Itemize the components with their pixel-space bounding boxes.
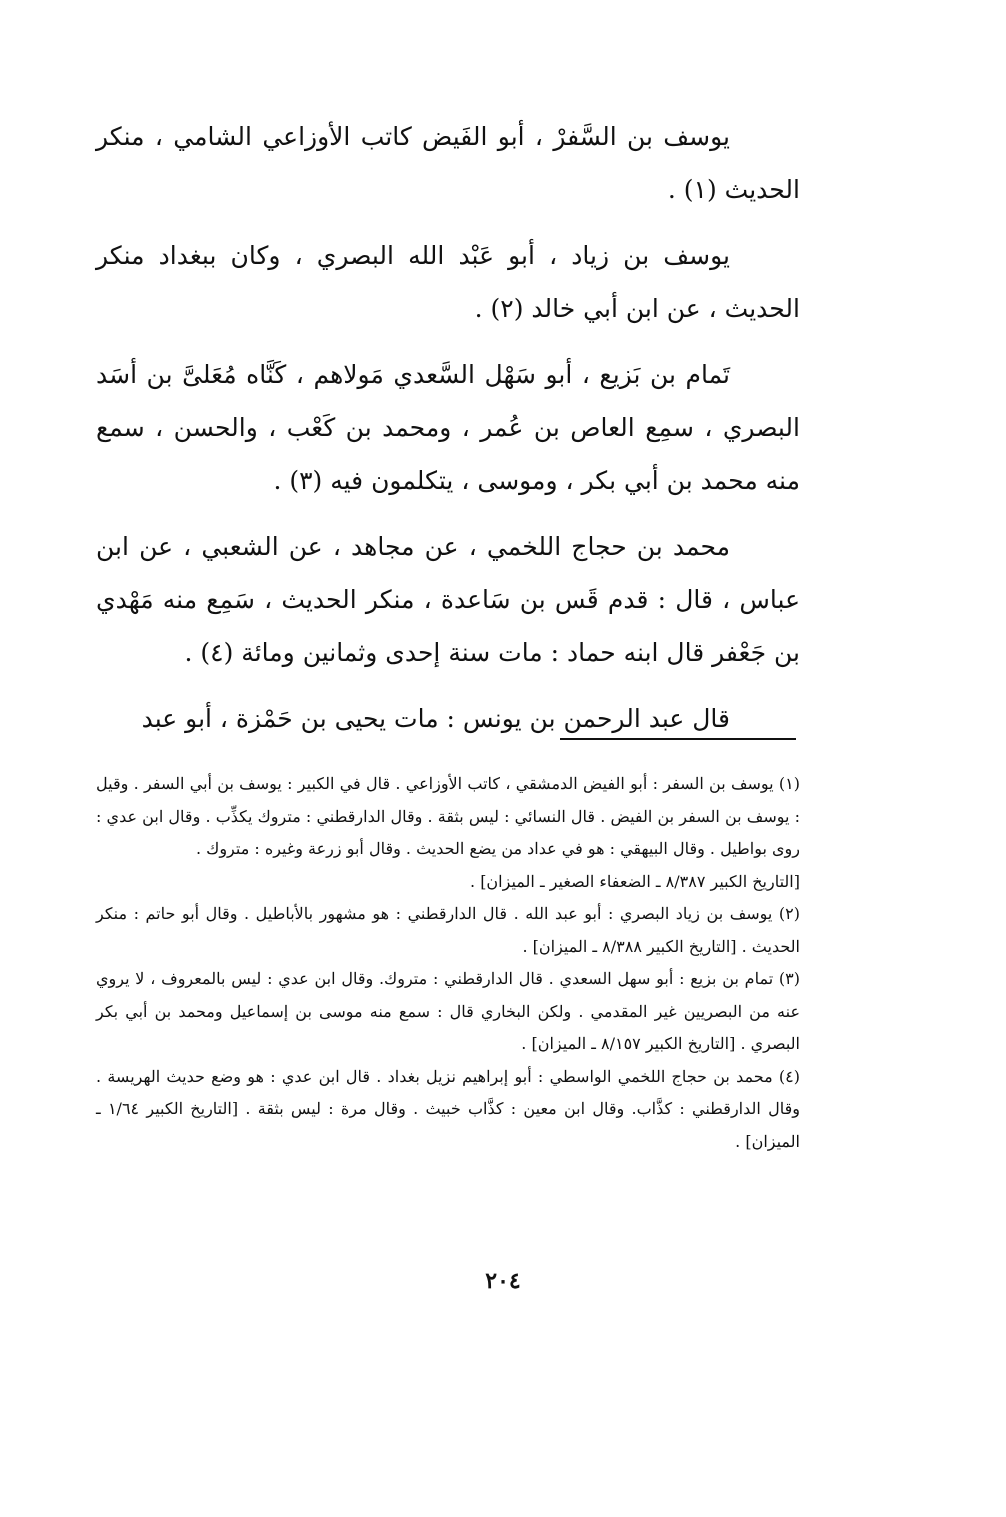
entry-abd-al-rahman-ibn-yunus: قال عبد الرحمن بن يونس : مات يحيى بن حَمْزة ، أبو عبد (141, 704, 730, 733)
footnote-3-ref: [التاريخ الكبير ٨/١٥٧ ـ الميزان] . (521, 1034, 736, 1053)
main-text (96, 110, 800, 758)
footnote-4-text: (٤) محمد بن حجاج اللخمي الواسطي : أبو إبراهيم نزيل بغداد . قال ابن عدي : هو وضع حديث الهريسة . وقال الدارقطني : كذَّاب. وقال ابن معين : كذَّاب خبيث . وقال مرة : ليس بثقة . (96, 1066, 800, 1118)
entry-yusuf-ibn-al-safr: يوسف بن السَّفرْ ، أبو الفَيض كاتب الأوزاعي الشامي ، منكر الحديث (١) . (96, 122, 800, 204)
footnotes (96, 768, 800, 1158)
entry-muhammad-ibn-hajjaj: محمد بن حجاج اللخمي ، عن مجاهد ، عن الشعبي ، عن ابن عباس ، قال : قدم قَس بن سَاعدة ، منكر الحديث ، سَمِع منه مَهْدي بن جَعْفر قال ابنه حماد : مات سنة إحدى وثمانين ومائة (٤) . (96, 532, 800, 667)
footnote-4-ref: [التاريخ الكبير ١/٦٤ ـ الميزان] . (96, 1099, 800, 1151)
footnote-3 (96, 963, 800, 1061)
footnote-1-reference (96, 866, 800, 899)
footnote-2-text: (٢) يوسف بن زياد البصري : أبو عبد الله . قال الدارقطني : هو مشهور بالأباطيل . وقال أبو حاتم : منكر الحديث . (96, 904, 800, 956)
entry-yusuf-ibn-ziyad: يوسف بن زياد ، أبو عَبْد الله البصري ، وكان ببغداد منكر الحديث ، عن ابن أبي خالد (٢) . (96, 241, 800, 323)
footnote-3-text: (٣) تمام بن بزيع : أبو سهل السعدي . قال الدارقطني : متروك. وقال ابن عدي : ليس بالمعروف ، لا يروي عنه من البصريين غير المقدمي . ولكن البخاري قال : سمع منه موسى بن إسماعيل ومحمد بن أبي بكر البصري . (96, 969, 800, 1053)
footnote-1 (96, 768, 800, 866)
page-number: ٢٠٤ (485, 1268, 521, 1294)
footnote-1-ref: [التاريخ الكبير ٨/٣٨٧ ـ الضعفاء الصغير ـ الميزان] . (470, 871, 800, 891)
footnote-2 (96, 898, 800, 963)
footnote-2-ref: [التاريخ الكبير ٨/٣٨٨ ـ الميزان] . (522, 936, 737, 956)
entry-tammam-ibn-bazi: تَمام بن بَزيع ، أبو سَهْل السَّعدي مَولاهم ، كَنَّاه مُعَلىَّ بن أسَد البصري ، سمِع العاص بن عُمر ، ومحمد بن كَعْب ، والحسن ، سمع منه محمد بن أبي بكر ، وموسى ، يتكلمون فيه (٣) . (96, 360, 800, 495)
footnote-4 (96, 1061, 800, 1159)
footnote-1-text: (١) يوسف بن السفر : أبو الفيض الدمشقي ، كاتب الأوزاعي . قال في الكبير : يوسف بن أبي السفر . وقيل : يوسف بن السفر بن الفيض . قال النسائي : ليس بثقة . وقال الدارقطني : متروك يكذِّب . وقال ابن عدي : روى بواطيل . وقال البيهقي : هو في عداد من يضع الحديث . وقال أبو زرعة وغيره : متروك . (96, 774, 800, 858)
footnote-separator (560, 738, 796, 740)
